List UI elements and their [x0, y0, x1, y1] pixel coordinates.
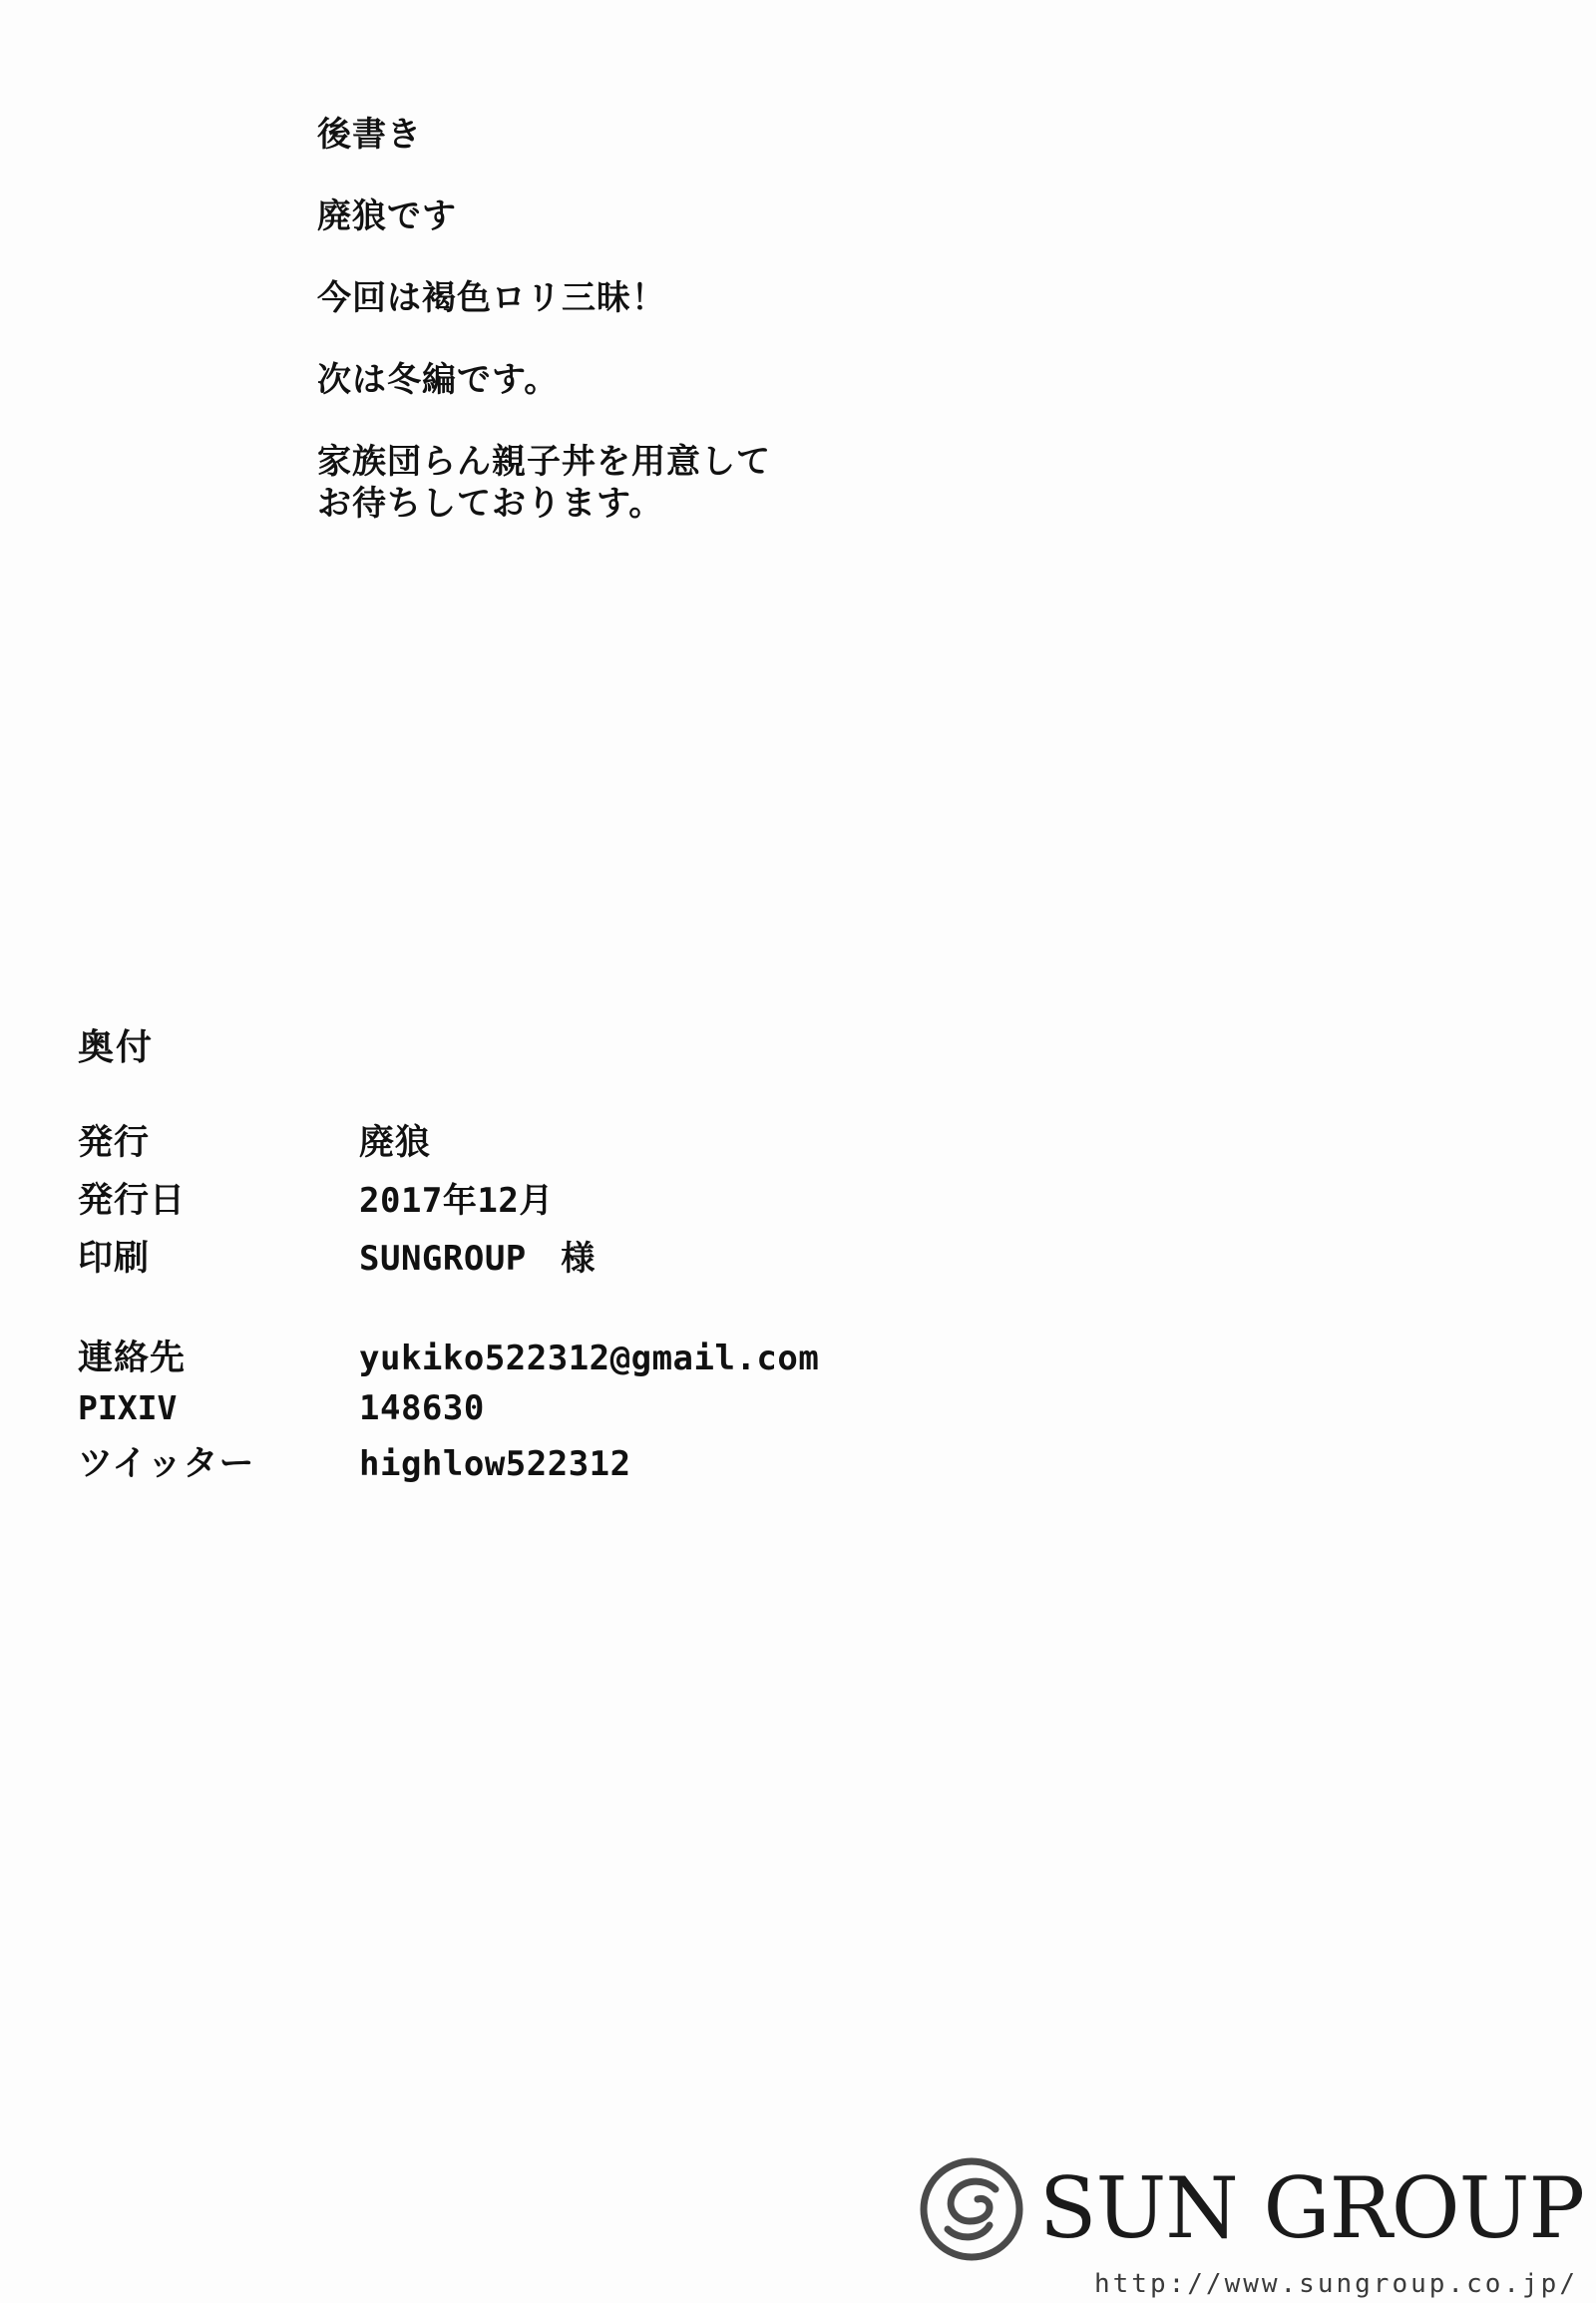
sun-group-logo — [918, 2155, 1584, 2299]
colophon-row-pixiv — [78, 1388, 1175, 1428]
colophon-value-date: 2017年12月 — [359, 1181, 554, 1221]
logo-url[interactable]: http://www.sungroup.co.jp/ — [1094, 2269, 1578, 2299]
colophon-spacer — [78, 1289, 1175, 1331]
colophon-value-publisher: 廃狼 — [359, 1123, 432, 1163]
afterword-heading: 後書き — [317, 115, 422, 155]
afterword-line-3: 次は冬編です。 — [317, 360, 560, 400]
colophon-row-printer — [78, 1231, 1175, 1281]
logo-wordmark: SUN GROUP — [1038, 2159, 1584, 2258]
colophon-value-contact[interactable]: yukiko522312@gmail.com — [359, 1339, 820, 1378]
colophon-value-twitter[interactable]: highlow522312 — [359, 1444, 631, 1484]
colophon-label-publisher: 発行 — [78, 1123, 151, 1163]
sun-swirl-icon — [918, 2155, 1025, 2263]
colophon-label-twitter: ツイッター — [78, 1444, 255, 1484]
afterword-line-2: 今回は褐色ロリ三昧！ — [317, 278, 666, 318]
afterword-section — [317, 115, 1115, 524]
colophon-label-date: 発行日 — [78, 1181, 187, 1221]
afterword-line-4: 家族団らん親子丼を用意して — [317, 442, 771, 482]
colophon-label-pixiv: PIXIV — [78, 1388, 178, 1427]
colophon-row-contact — [78, 1331, 1175, 1380]
colophon-label-printer: 印刷 — [78, 1239, 151, 1279]
colophon-label-contact: 連絡先 — [78, 1339, 187, 1378]
colophon-row-publisher — [78, 1115, 1175, 1165]
logo-lockup — [918, 2155, 1584, 2263]
colophon-title: 奥付 — [78, 1027, 155, 1068]
colophon-row-twitter — [78, 1436, 1175, 1486]
colophon-row-date — [78, 1173, 1175, 1223]
colophon-value-printer: SUNGROUP 様 — [359, 1239, 596, 1279]
afterword-line-1: 廃狼です — [317, 196, 457, 236]
colophon-table — [78, 1115, 1175, 1494]
colophon-value-pixiv[interactable]: 148630 — [359, 1388, 485, 1428]
afterword-line-5: お待ちしております。 — [317, 484, 664, 524]
